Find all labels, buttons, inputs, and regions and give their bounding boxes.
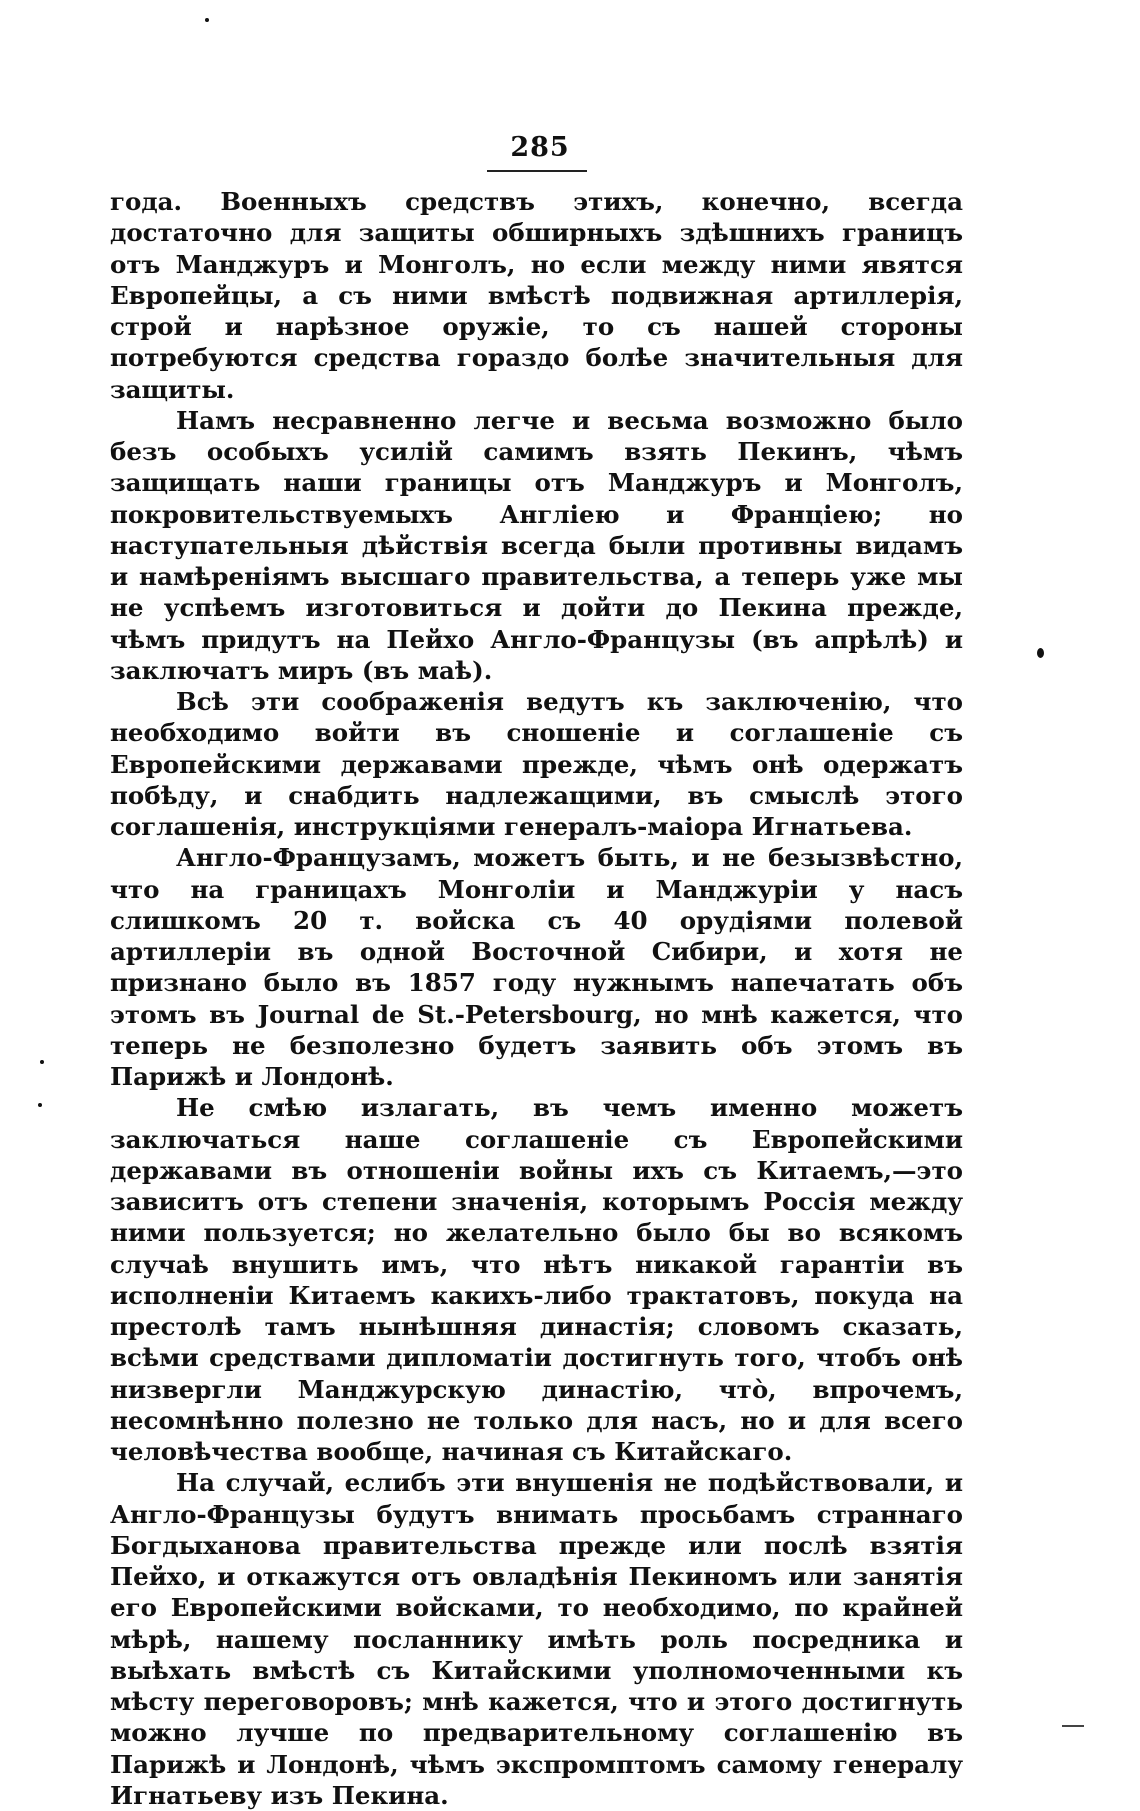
body-text — [110, 186, 963, 1811]
scan-speck — [1037, 648, 1044, 658]
page-number: 285 — [510, 132, 570, 163]
paragraph-5: Не смѣю излагать, въ чемъ именно можетъ заключаться наше соглашеніе съ Европейскими державами въ отношеніи войны ихъ съ Китаемъ,—это зависитъ отъ степени значенія, которымъ Россія между ними пользуется; но желательно было бы во всякомъ случаѣ внушить имъ, что нѣтъ никакой гарантіи въ исполненіи Китаемъ какихъ-либо трактатовъ, покуда на престолѣ тамъ нынѣшняя династія; словомъ сказать, всѣми средствами дипломатіи достигнуть того, чтобъ онѣ низвергли Манджурскую династію, что̀, впрочемъ, несомнѣнно полезно не только для насъ, но и для всего человѣчества вообще, начиная съ Китайскаго. — [110, 1093, 963, 1466]
scan-speck — [40, 1060, 44, 1064]
scan-speck — [205, 18, 209, 22]
scan-mark — [1062, 1725, 1084, 1727]
page-number-rule — [487, 170, 587, 172]
paragraph-1: года. Военныхъ средствъ этихъ, конечно, всегда достаточно для защиты обширныхъ здѣшнихъ границъ отъ Манджуръ и Монголъ, но если между ними явятся Европейцы, а съ ними вмѣстѣ подвижная артиллерія, строй и нарѣзное оружіе, то съ нашей стороны потребуются средства гораздо болѣе значительныя для защиты. — [110, 187, 963, 404]
paragraph-4: Англо-Французамъ, можетъ быть, и не безызвѣстно, что на границахъ Монголіи и Манджуріи у насъ слишкомъ 20 т. войска съ 40 орудіями полевой артиллеріи въ одной Восточной Сибири, и хотя не признано было въ 1857 году нужнымъ напечатать объ этомъ въ Journal de St.-Petersbourg, но мнѣ кажется, что теперь не безполезно будетъ заявить объ этомъ въ Парижѣ и Лондонѣ. — [110, 843, 963, 1091]
scan-speck — [38, 1103, 42, 1107]
paragraph-6: На случай, еслибъ эти внушенія не подѣйствовали, и Англо-Французы будутъ внимать просьбамъ страннаго Богдыханова правительства прежде или послѣ взятія Пейхо, и откажутся отъ овладѣнія Пекиномъ или занятія его Европейскими войсками, то необходимо, по крайней мѣрѣ, нашему посланнику имѣть роль посредника и выѣхать вмѣстѣ съ Китайскими уполномоченными къ мѣсту переговоровъ; мнѣ кажется, что и этого достигнуть можно лучше по предварительному соглашенію въ Парижѣ и Лондонѣ, чѣмъ экспромптомъ самому генералу Игнатьеву изъ Пекина. — [110, 1468, 963, 1810]
paragraph-3: Всѣ эти соображенія ведутъ къ заключенію, что необходимо войти въ сношеніе и соглашеніе съ Европейскими державами прежде, чѣмъ онѣ одержатъ побѣду, и снабдить надлежащими, въ смыслѣ этого соглашенія, инструкціями генералъ-маіора Игнатьева. — [110, 687, 963, 841]
paragraph-2: Намъ несравненно легче и весьма возможно было безъ особыхъ усилій самимъ взять Пекинъ, чѣмъ защищать наши границы отъ Манджуръ и Монголъ, покровительствуемыхъ Англіею и Франціею; но наступательныя дѣйствія всегда были противны видамъ и намѣреніямъ высшаго правительства, а теперь уже мы не успѣемъ изготовиться и дойти до Пекина прежде, чѣмъ придутъ на Пейхо Англо-Французы (въ апрѣлѣ) и заключатъ миръ (въ маѣ). — [110, 405, 963, 685]
